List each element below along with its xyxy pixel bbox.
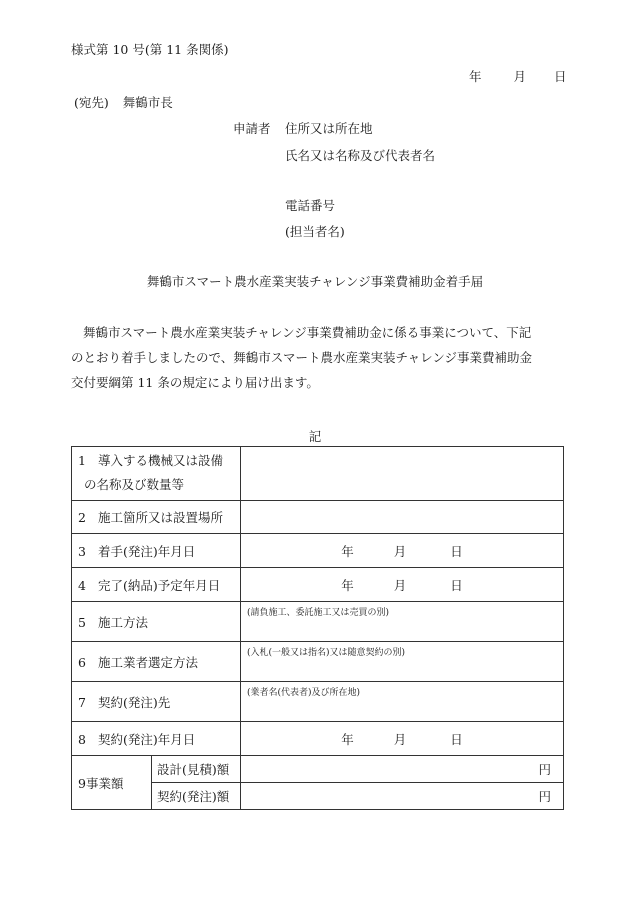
table-row xyxy=(72,642,564,682)
row9-unit1: 円 xyxy=(538,762,552,777)
row5-note: (請負施工、委託施工又は売買の別) xyxy=(247,608,390,618)
row3-label: 3 着手(発注)年月日 xyxy=(72,534,241,568)
applicant-contact-label: (担当者名) xyxy=(285,224,345,239)
row4-date-input[interactable]: 年 月 日 xyxy=(241,568,564,602)
date-month-label: 月 xyxy=(513,69,527,84)
row2-label: 2 施工箇所又は設置場所 xyxy=(72,501,241,534)
row5-label: 5 施工方法 xyxy=(72,602,241,642)
table-row xyxy=(72,501,564,534)
date-day-label: 日 xyxy=(554,69,567,84)
row9-unit2: 円 xyxy=(538,789,552,804)
table-row xyxy=(72,568,564,602)
document-title: 舞鶴市スマート農水産業実装チャレンジ事業費補助金着手届 xyxy=(146,274,484,289)
applicant-label: 申請者 xyxy=(233,121,271,136)
body-line-2: のとおり着手しましたので、舞鶴市スマート農水産業実装チャレンジ事業費補助金 xyxy=(71,350,533,365)
row1-input[interactable] xyxy=(241,447,564,501)
row7-note: (業者名(代表者)及び所在地) xyxy=(247,688,361,698)
row7-label: 7 契約(発注)先 xyxy=(72,682,241,722)
row6-input[interactable] xyxy=(241,642,564,682)
row8-date-input[interactable]: 年 月 日 xyxy=(241,722,564,756)
row9-sub1-label: 設計(見積)額 xyxy=(152,756,241,783)
table-row xyxy=(72,447,564,501)
table-row xyxy=(72,682,564,722)
row2-input[interactable] xyxy=(241,501,564,534)
body-line-3: 交付要綱第 11 条の規定により届け出ます。 xyxy=(71,375,319,390)
addressee-prefix: (宛先) xyxy=(74,95,109,110)
row3-date-input[interactable]: 年 月 日 xyxy=(241,534,564,568)
row6-note: (入札(一般又は指名)又は随意契約の別) xyxy=(247,648,406,658)
submission-date xyxy=(469,67,567,85)
table-row xyxy=(72,722,564,756)
table-row xyxy=(72,602,564,642)
row9-sub1-input[interactable] xyxy=(241,756,564,783)
addressee xyxy=(74,93,173,111)
row9-sub2-input[interactable] xyxy=(241,783,564,810)
row9-sub2-label: 契約(発注)額 xyxy=(152,783,241,810)
applicant-address-label: 住所又は所在地 xyxy=(285,121,373,136)
row8-label: 8 契約(発注)年月日 xyxy=(72,722,241,756)
row9-label: 9事業額 xyxy=(72,756,152,810)
table-row xyxy=(72,756,564,783)
table-row xyxy=(72,534,564,568)
row7-input[interactable] xyxy=(241,682,564,722)
row5-input[interactable] xyxy=(241,602,564,642)
row6-label: 6 施工業者選定方法 xyxy=(72,642,241,682)
row4-label: 4 完了(納品)予定年月日 xyxy=(72,568,241,602)
applicant-name-label: 氏名又は名称及び代表者名 xyxy=(285,148,436,163)
body-text xyxy=(71,320,561,395)
details-table xyxy=(71,446,564,810)
addressee-name: 舞鶴市長 xyxy=(122,95,173,110)
date-year-label: 年 xyxy=(469,69,482,84)
row1-label: 1 導入する機械又は設備 の名称及び数量等 xyxy=(72,447,241,501)
body-line-1: 舞鶴市スマート農水産業実装チャレンジ事業費補助金に係る事業について、下記 xyxy=(83,325,532,340)
applicant-phone-label: 電話番号 xyxy=(285,198,336,213)
ki-heading: 記 xyxy=(308,429,322,444)
form-number: 様式第 10 号(第 11 条関係) xyxy=(71,42,229,57)
